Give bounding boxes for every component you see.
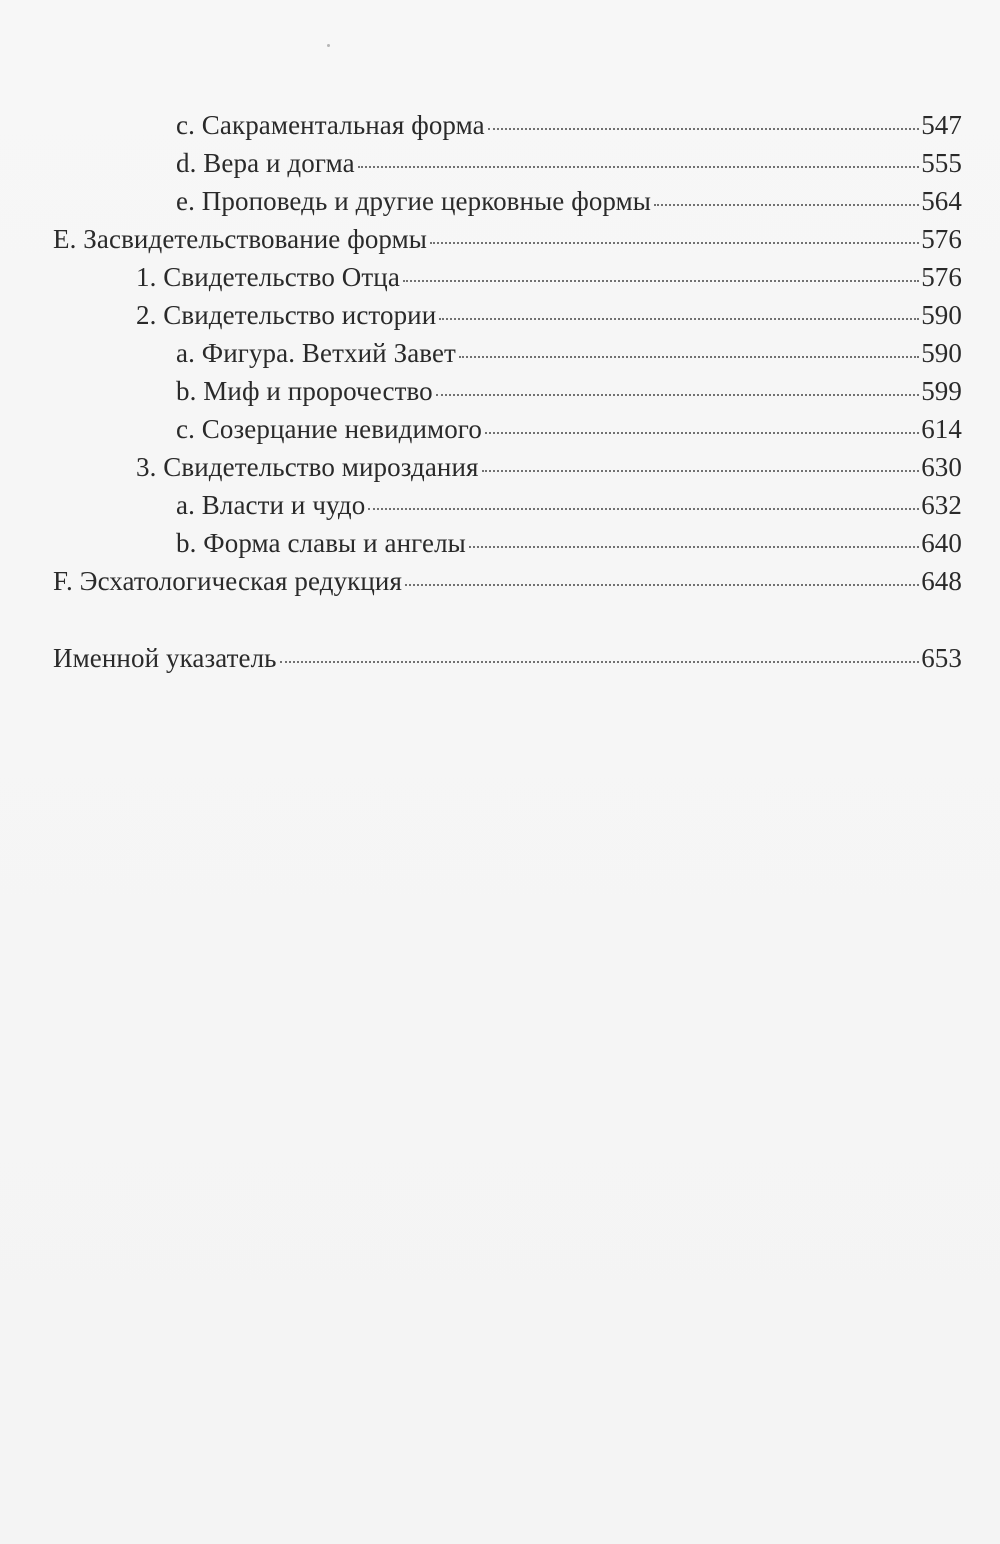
toc-entry-page: 590 <box>921 338 962 368</box>
toc-entry-title: c. Созерцание невидимого <box>176 414 482 444</box>
toc-entry-title: a. Фигура. Ветхий Завет <box>176 338 456 368</box>
dot-leader <box>430 242 919 244</box>
dot-leader <box>469 546 919 548</box>
toc-entry-page: 547 <box>921 110 962 140</box>
dot-leader <box>280 661 920 663</box>
toc-entry <box>176 334 962 372</box>
toc-entry-page: 555 <box>921 148 962 178</box>
toc-entry <box>176 182 962 220</box>
toc-entry <box>136 296 962 334</box>
toc-entry <box>136 448 962 486</box>
dot-leader <box>439 318 919 320</box>
toc-entry-title: b. Форма славы и ангелы <box>176 528 466 558</box>
toc-entry-title: b. Миф и пророчество <box>176 376 433 406</box>
toc-entry-title: F. Эсхатологическая редукция <box>53 566 403 596</box>
toc-entry-page: 599 <box>921 376 962 406</box>
toc-entry-page: 590 <box>921 300 962 330</box>
dot-leader <box>403 280 919 282</box>
toc-entry-page: 630 <box>921 452 962 482</box>
toc-entry <box>176 372 962 410</box>
toc-entry-page: 653 <box>921 643 962 673</box>
toc-entry <box>176 410 962 448</box>
toc-entry <box>176 106 962 144</box>
toc-entry-page: 640 <box>921 528 962 558</box>
dot-leader <box>405 584 919 586</box>
toc-entry-title: c. Сакраментальная форма <box>176 110 485 140</box>
toc-entry-page: 614 <box>921 414 962 444</box>
dot-leader <box>436 394 919 396</box>
toc-entry <box>176 524 962 562</box>
dot-leader <box>485 432 919 434</box>
toc-entry-title: d. Вера и догма <box>176 148 355 178</box>
toc-entry-page: 632 <box>921 490 962 520</box>
toc-entry-index <box>53 639 962 677</box>
toc-entry <box>176 144 962 182</box>
toc-entry-page: 564 <box>921 186 962 216</box>
toc-entry-page: 576 <box>921 262 962 292</box>
toc-entry-title: 2. Свидетельство истории <box>136 300 437 330</box>
toc-entry <box>136 258 962 296</box>
toc-entry-page: 576 <box>921 224 962 254</box>
toc-entry-title: a. Власти и чудо <box>176 490 366 520</box>
print-speck <box>327 44 330 47</box>
dot-leader <box>482 470 920 472</box>
toc-entry-title: 3. Свидетельство мироздания <box>136 452 479 482</box>
toc-entry <box>176 486 962 524</box>
toc-entry <box>53 562 962 600</box>
toc-entry-page: 648 <box>921 566 962 596</box>
dot-leader <box>654 204 919 206</box>
toc-entry-title: e. Проповедь и другие церковные формы <box>176 186 652 216</box>
toc-entry-title: E. Засвидетельствование формы <box>53 224 428 254</box>
dot-leader <box>459 356 919 358</box>
dot-leader <box>488 128 919 130</box>
toc-entry-title: Именной указатель <box>53 643 277 673</box>
toc-entry <box>53 220 962 258</box>
toc-entry-title: 1. Свидетельство Отца <box>136 262 400 292</box>
dot-leader <box>368 508 919 510</box>
dot-leader <box>358 166 919 168</box>
